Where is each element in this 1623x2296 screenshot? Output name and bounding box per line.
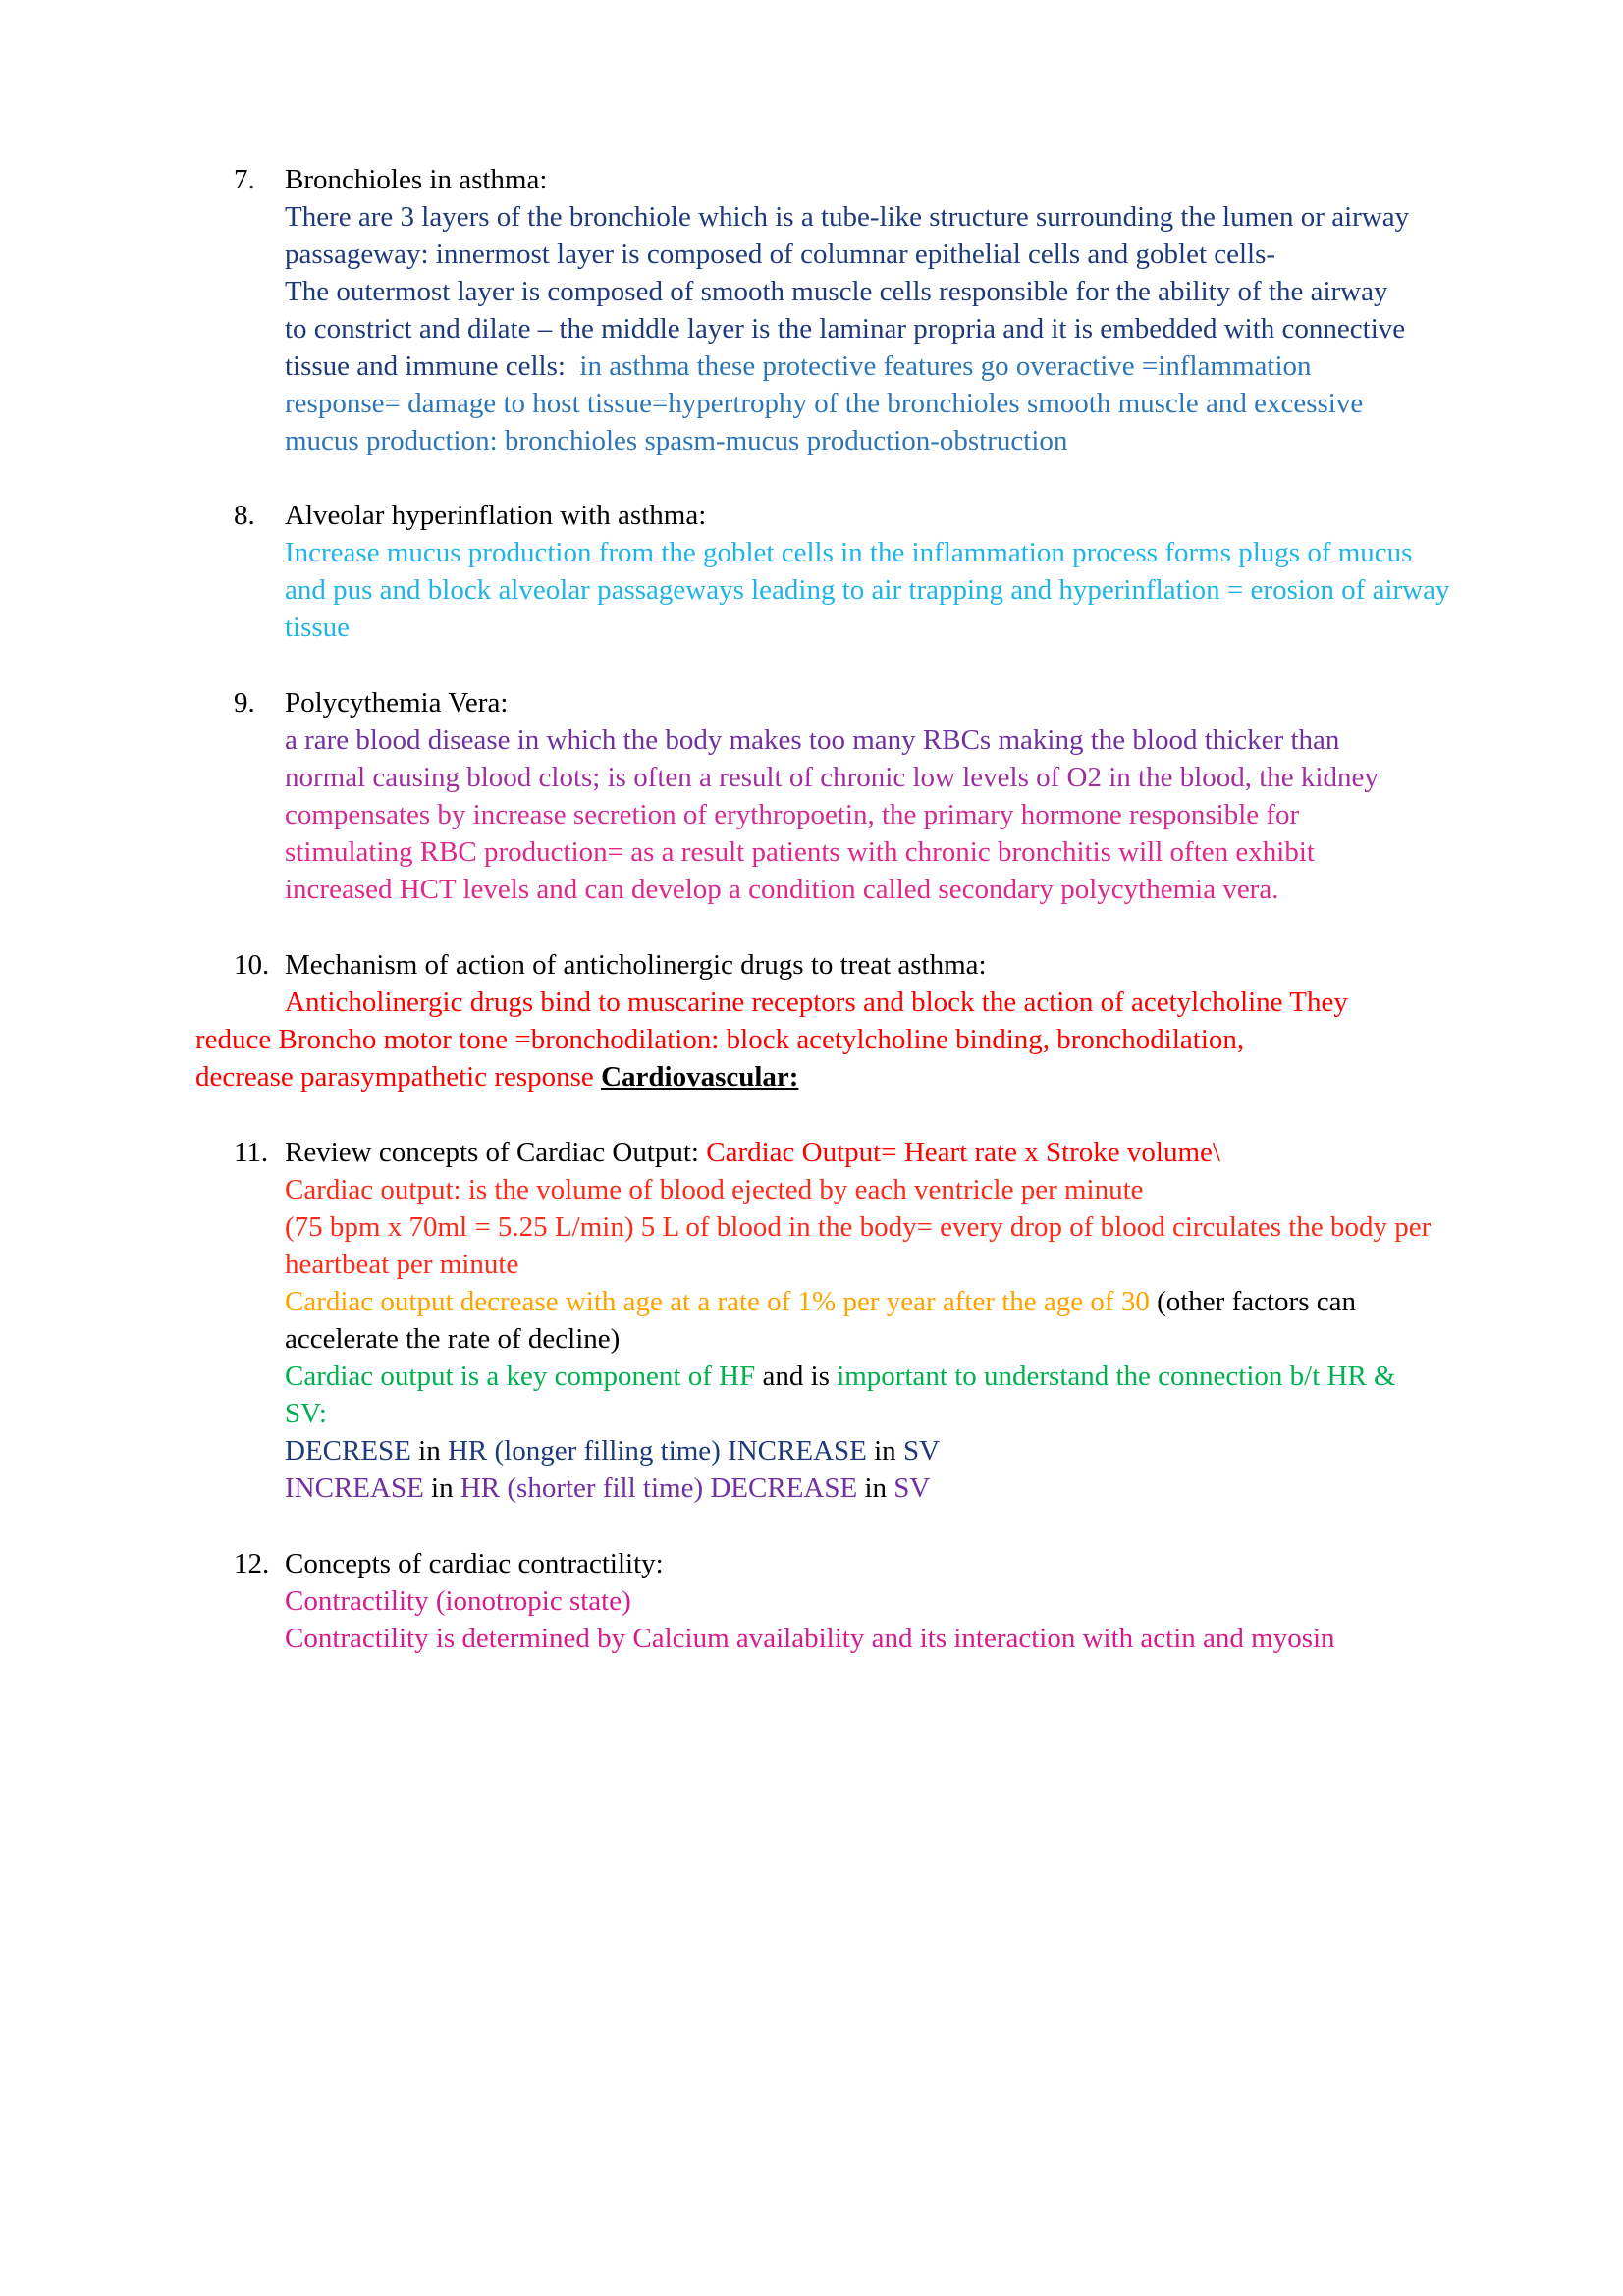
text-line bbox=[285, 273, 1387, 310]
text-line bbox=[285, 796, 1299, 833]
text-line bbox=[285, 1582, 631, 1620]
text-run: in bbox=[866, 1435, 903, 1467]
text-run: stimulating RBC production= as a result patients with chronic bronchitis will often exhibit bbox=[285, 836, 1315, 868]
text-run: and pus and block alveolar passageways leading to air trapping and hyperinflation = erosion of airway bbox=[285, 574, 1450, 606]
text-line bbox=[285, 310, 1405, 347]
text-run: SV bbox=[893, 1472, 931, 1504]
text-line bbox=[195, 1021, 1244, 1058]
item-number: 11. bbox=[234, 1137, 269, 1168]
item-number: 10. bbox=[234, 949, 270, 981]
text-run: normal causing blood clots; is often a result of chronic low levels of O2 in the blood, the kidney bbox=[285, 762, 1379, 793]
text-run: reduce Broncho motor tone =bronchodilation: block acetylcholine binding, bronchodilation, bbox=[195, 1024, 1245, 1055]
item-title: Bronchioles in asthma: bbox=[285, 164, 548, 195]
text-run: Cardiac output is a key component of HF bbox=[285, 1361, 756, 1392]
text-line bbox=[285, 236, 1275, 273]
item-title: Review concepts of Cardiac Output: bbox=[285, 1137, 707, 1168]
item-title-formula: Cardiac Output= Heart rate x Stroke volume\ bbox=[706, 1137, 1220, 1168]
text-run: There are 3 layers of the bronchiole which is a tube-like structure surrounding the lumen or airway bbox=[285, 201, 1410, 233]
item-title: Concepts of cardiac contractility: bbox=[285, 1548, 664, 1579]
item-title: Mechanism of action of anticholinergic drugs to treat asthma: bbox=[285, 949, 987, 981]
text-line bbox=[285, 833, 1315, 871]
text-run: passageway: innermost layer is composed of columnar epithelial cells and goblet cells- bbox=[285, 239, 1276, 270]
text-run: important to understand the connection b/t HR & bbox=[837, 1361, 1396, 1392]
text-line bbox=[195, 1058, 798, 1095]
text-run: tissue bbox=[285, 612, 351, 643]
text-line bbox=[285, 534, 1412, 571]
text-run: The outermost layer is composed of smooth muscle cells responsible for the ability of the airway bbox=[285, 276, 1388, 307]
text-run: compensates by increase secretion of erythropoetin, the primary hormone responsible for bbox=[285, 799, 1300, 830]
text-run: (75 bpm x 70ml = 5.25 L/min) 5 L of blood in the body= every drop of blood circulates the body per bbox=[285, 1211, 1432, 1243]
item-number: 7. bbox=[234, 164, 255, 195]
text-line bbox=[285, 1208, 1431, 1246]
text-line bbox=[285, 871, 1278, 908]
text-run: in bbox=[423, 1472, 460, 1504]
text-run: in asthma these protective features go overactive =inflammation bbox=[579, 350, 1312, 382]
text-line bbox=[285, 1469, 930, 1507]
text-run: SV bbox=[902, 1435, 941, 1467]
text-run: to constrict and dilate – the middle layer is the laminar propria and it is embedded with connective bbox=[285, 313, 1406, 345]
text-run: decrease parasympathetic response bbox=[195, 1061, 602, 1093]
item-title: Polycythemia Vera: bbox=[285, 687, 509, 719]
text-run: in bbox=[410, 1435, 448, 1467]
text-run: HR (shorter fill time) DECREASE bbox=[460, 1472, 858, 1504]
text-run: and is bbox=[755, 1361, 838, 1392]
text-line bbox=[285, 984, 1348, 1021]
text-run: response= damage to host tissue=hypertrophy of the bronchioles smooth muscle and excessive bbox=[285, 388, 1364, 419]
item-title: Alveolar hyperinflation with asthma: bbox=[285, 500, 707, 531]
section-heading-cardiovascular: Cardiovascular: bbox=[601, 1061, 799, 1093]
text-run: Contractility (ionotropic state) bbox=[285, 1585, 631, 1617]
text-run: SV: bbox=[285, 1398, 327, 1429]
text-run: heartbeat per minute bbox=[285, 1249, 519, 1280]
item-title-line bbox=[285, 1134, 1220, 1171]
text-run: Anticholinergic drugs bind to muscarine receptors and block the action of acetylcholine They bbox=[285, 987, 1348, 1018]
text-run: HR (longer filling time) INCREASE bbox=[447, 1435, 867, 1467]
item-number: 8. bbox=[234, 500, 255, 531]
text-line bbox=[285, 1283, 1356, 1320]
item-number: 9. bbox=[234, 687, 255, 719]
text-line bbox=[285, 347, 1312, 385]
text-line bbox=[285, 759, 1379, 796]
text-line bbox=[285, 1246, 518, 1283]
text-line bbox=[285, 1358, 1396, 1395]
text-run: Contractility is determined by Calcium availability and its interaction with actin and myosin bbox=[285, 1623, 1335, 1654]
text-line bbox=[285, 1320, 620, 1358]
text-line bbox=[285, 385, 1363, 422]
text-line bbox=[285, 1620, 1335, 1657]
text-run: Cardiac output: is the volume of blood ejected by each ventricle per minute bbox=[285, 1174, 1144, 1205]
text-run: (other factors can bbox=[1149, 1286, 1356, 1317]
text-line bbox=[285, 422, 1067, 459]
text-line bbox=[285, 721, 1339, 759]
text-run: increased HCT levels and can develop a condition called secondary polycythemia vera. bbox=[285, 874, 1279, 905]
text-run: accelerate the rate of decline) bbox=[285, 1323, 621, 1355]
text-line bbox=[285, 609, 350, 646]
item-number: 12. bbox=[234, 1548, 270, 1579]
text-run: Cardiac output decrease with age at a rate of 1% per year after the age of 30 bbox=[285, 1286, 1150, 1317]
text-line bbox=[285, 198, 1409, 236]
text-run: DECRESE bbox=[285, 1435, 411, 1467]
text-line bbox=[285, 1171, 1144, 1208]
text-run: mucus production: bronchioles spasm-mucus production-obstruction bbox=[285, 425, 1068, 456]
text-line bbox=[285, 1432, 940, 1469]
text-line bbox=[285, 1395, 327, 1432]
text-line bbox=[285, 571, 1449, 609]
text-run: INCREASE bbox=[285, 1472, 424, 1504]
text-run: in bbox=[857, 1472, 894, 1504]
text-run: tissue and immune cells: bbox=[285, 350, 580, 382]
text-run: Increase mucus production from the goblet cells in the inflammation process forms plugs of mucus bbox=[285, 537, 1413, 568]
text-run: a rare blood disease in which the body makes too many RBCs making the blood thicker than bbox=[285, 724, 1340, 756]
